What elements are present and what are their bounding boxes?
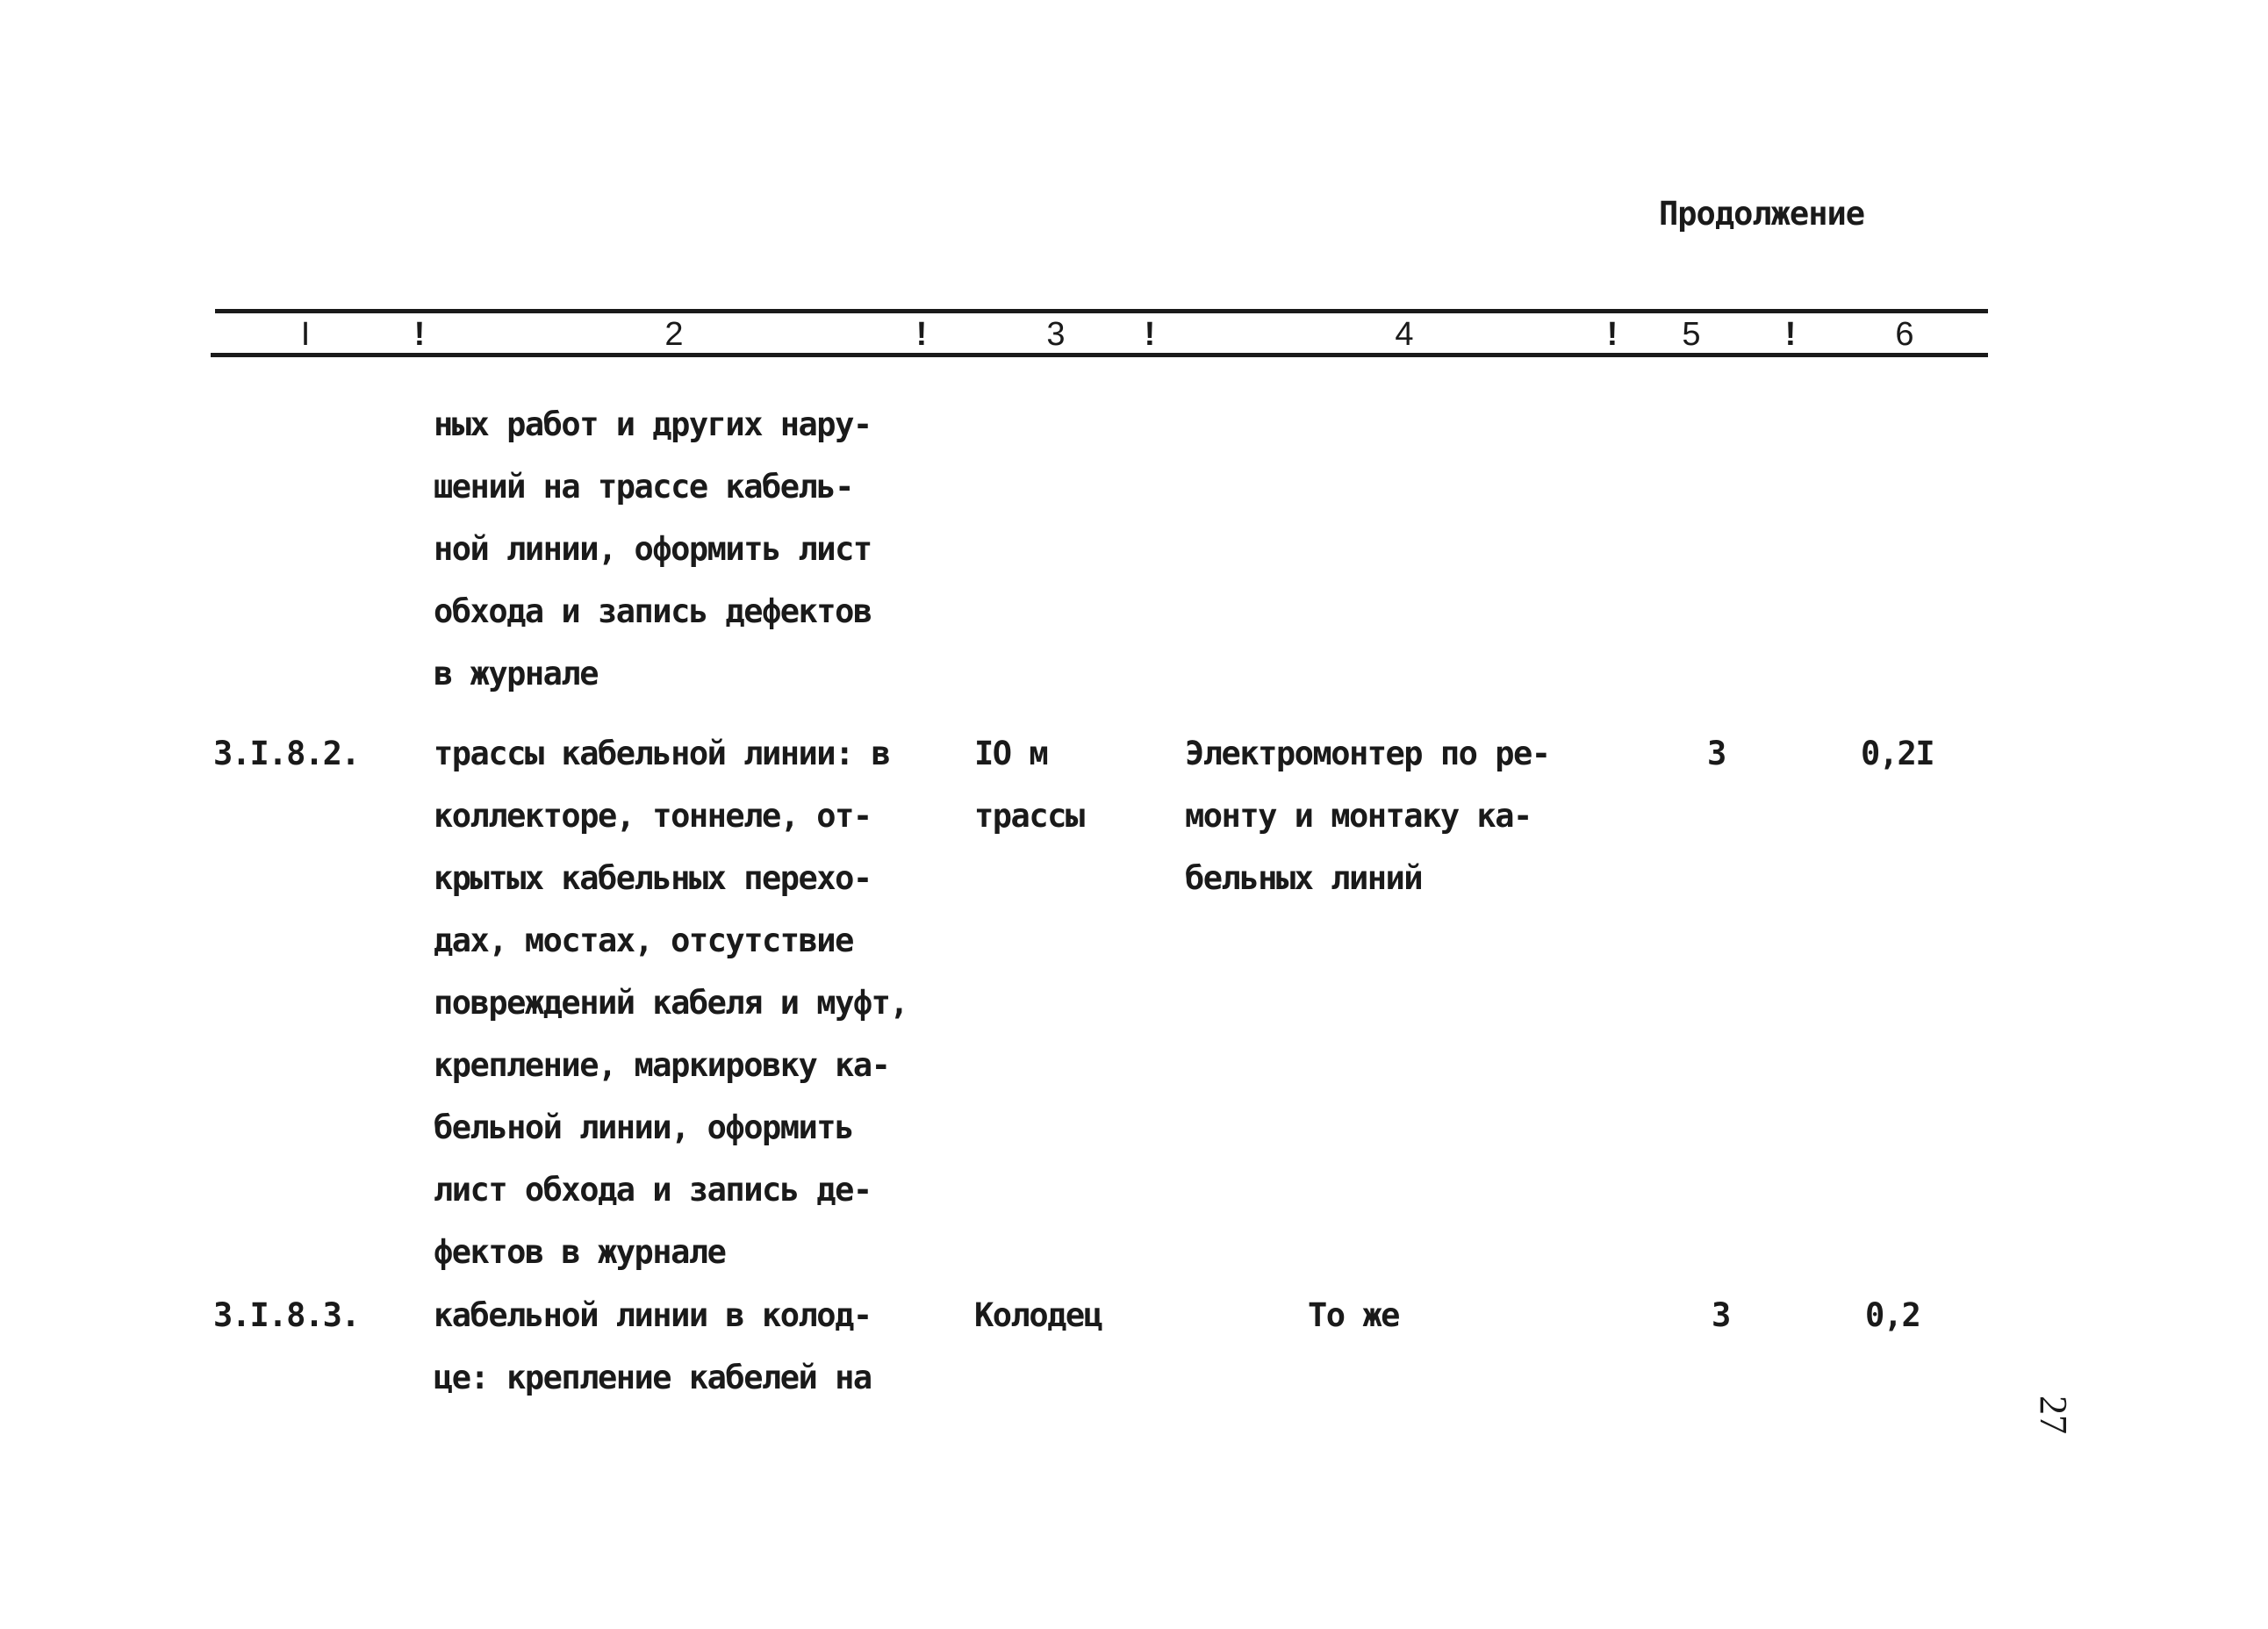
description-line: ных работ и других нару- bbox=[434, 405, 872, 443]
description-line: трассы кабельной линии: в bbox=[434, 735, 890, 772]
row-3-category: 3 bbox=[1712, 1296, 1730, 1334]
header-col-1: I bbox=[300, 316, 311, 353]
header-separator: ! bbox=[413, 316, 426, 353]
row-2-description bbox=[434, 722, 908, 1283]
header-separator: ! bbox=[1144, 316, 1156, 353]
description-line: шений на трассе кабель- bbox=[434, 468, 853, 506]
row-3-description bbox=[434, 1284, 872, 1409]
unit-line: Колодец bbox=[974, 1296, 1102, 1334]
unit-line: трассы bbox=[974, 797, 1084, 835]
description-line: фектов в журнале bbox=[434, 1233, 726, 1271]
description-line: це: крепление кабелей на bbox=[434, 1359, 872, 1396]
description-line: повреждений кабеля и муфт, bbox=[434, 984, 908, 1022]
description-line: ной линии, оформить лист bbox=[434, 530, 872, 568]
header-col-6: 6 bbox=[1895, 316, 1914, 353]
table-header-row bbox=[0, 316, 2268, 353]
row-2-number: 3.I.8.2. bbox=[213, 735, 360, 772]
row-3-norm: 0,2 bbox=[1865, 1296, 1920, 1334]
header-col-4: 4 bbox=[1395, 316, 1414, 353]
row-3-unit bbox=[974, 1284, 1102, 1346]
header-separator: ! bbox=[1606, 316, 1618, 353]
row-2-category: 3 bbox=[1707, 735, 1726, 772]
performer-line: То же bbox=[1308, 1296, 1399, 1334]
header-separator: ! bbox=[915, 316, 928, 353]
row-1-description bbox=[434, 393, 872, 705]
description-line: крепление, маркировку ка- bbox=[434, 1046, 890, 1084]
performer-line: монту и монтаку ка- bbox=[1185, 797, 1532, 835]
row-2-unit bbox=[974, 722, 1084, 847]
performer-line: бельных линий bbox=[1185, 859, 1423, 897]
table-header-rule bbox=[211, 353, 1988, 357]
description-line: кабельной линии в колод- bbox=[434, 1296, 872, 1334]
page-number: 27 bbox=[2032, 1396, 2075, 1434]
description-line: коллекторе, тоннеле, от- bbox=[434, 797, 872, 835]
description-line: бельной линии, оформить bbox=[434, 1109, 853, 1146]
performer-line: Электромонтер по ре- bbox=[1185, 735, 1550, 772]
row-3-number: 3.I.8.3. bbox=[213, 1296, 360, 1334]
description-line: обхода и запись дефектов bbox=[434, 592, 872, 630]
continuation-label: Продолжение bbox=[1659, 195, 1865, 233]
header-col-3: 3 bbox=[1046, 316, 1066, 353]
description-line: дах, мостах, отсутствие bbox=[434, 922, 853, 959]
table-top-rule bbox=[215, 309, 1988, 313]
description-line: лист обхода и запись де- bbox=[434, 1171, 872, 1209]
row-3-performer bbox=[1308, 1284, 1399, 1346]
description-line: крытых кабельных перехо- bbox=[434, 859, 872, 897]
row-2-norm: 0,2I bbox=[1861, 735, 1934, 772]
description-line: в журнале bbox=[434, 655, 598, 693]
header-separator: ! bbox=[1784, 316, 1797, 353]
unit-line: IO м bbox=[974, 735, 1048, 772]
header-col-2: 2 bbox=[664, 316, 684, 353]
header-col-5: 5 bbox=[1682, 316, 1701, 353]
row-2-performer bbox=[1185, 722, 1550, 909]
